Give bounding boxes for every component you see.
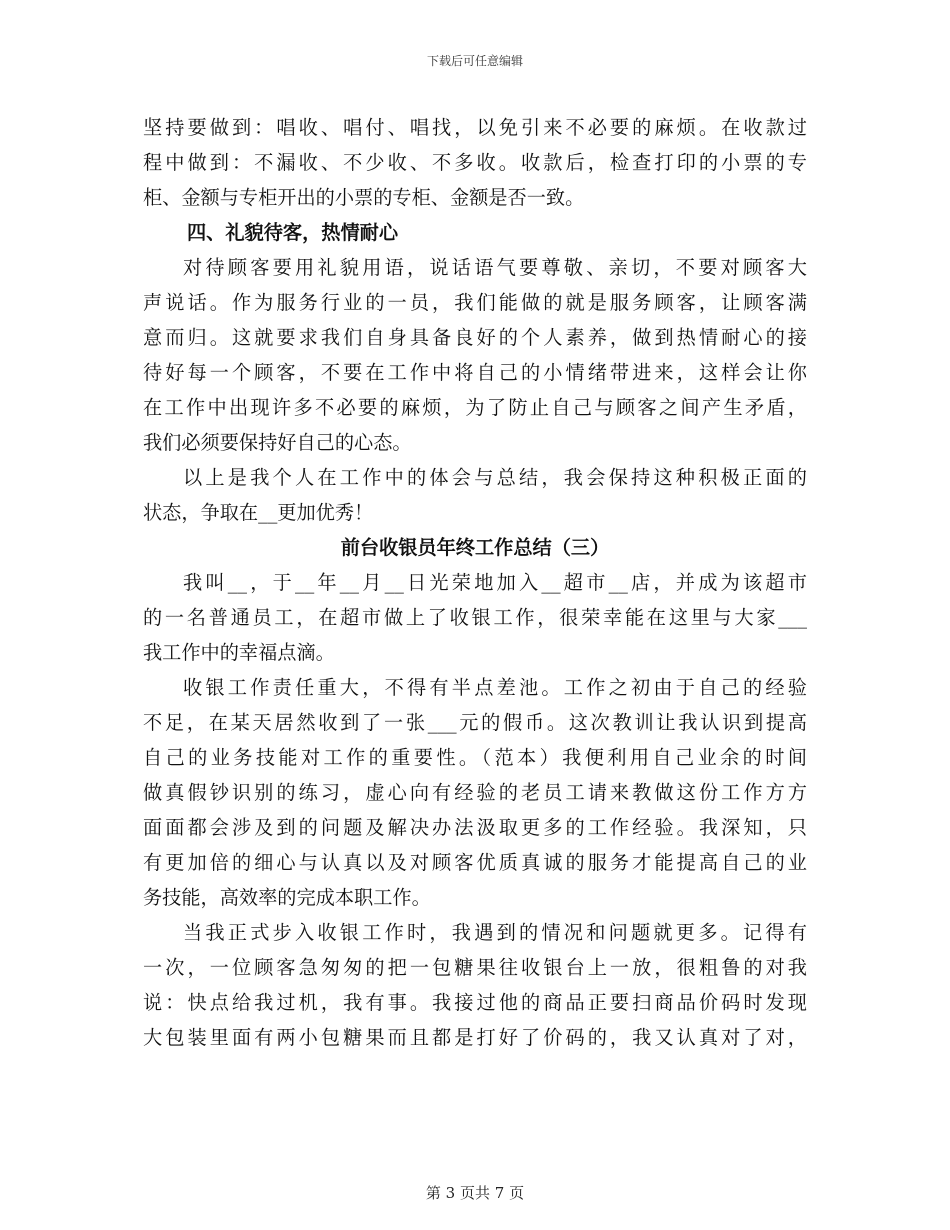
paragraph-first-line: 以上是我个人在工作中的体会与总结，我会保持这种积极正面的 xyxy=(183,466,807,489)
document-body xyxy=(143,110,807,1055)
body-line: 程中做到：不漏收、不少收、不多收。收款后，检查打印的小票的专 xyxy=(143,151,807,174)
section-title: 前台收银员年终工作总结（三） xyxy=(340,536,610,559)
body-line: 意而归。这就要求我们自身具备良好的个人素养，做到热情耐心的接 xyxy=(143,326,807,349)
body-line: 我工作中的幸福点滴。 xyxy=(143,641,335,664)
section-heading: 四、礼貌待客，热情耐心 xyxy=(187,221,399,244)
page-header: 下载后可任意编辑 xyxy=(426,54,523,68)
body-line: 务技能，高效率的完成本职工作。 xyxy=(143,886,431,909)
body-line: 自己的业务技能对工作的重要性。（范本）我便利用自己业余的时间 xyxy=(143,746,807,769)
body-line: 待好每一个顾客，不要在工作中将自己的小情绪带进来，这样会让你 xyxy=(143,361,807,384)
body-line: 在工作中出现许多不必要的麻烦，为了防止自己与顾客之间产生矛盾， xyxy=(143,396,807,419)
paragraph-first-line: 当我正式步入收银工作时，我遇到的情况和问题就更多。记得有 xyxy=(183,921,807,944)
paragraph-first-line: 对待顾客要用礼貌用语，说话语气要尊敬、亲切，不要对顾客大 xyxy=(183,256,807,279)
body-line: 坚持要做到：唱收、唱付、唱找，以免引来不必要的麻烦。在收款过 xyxy=(143,116,807,139)
body-line: 状态，争取在__更加优秀！ xyxy=(143,501,374,524)
paragraph-first-line: 收银工作责任重大，不得有半点差池。工作之初由于自己的经验 xyxy=(183,676,807,699)
body-line: 声说话。作为服务行业的一员，我们能做的就是服务顾客，让顾客满 xyxy=(143,291,807,314)
body-line: 的一名普通员工，在超市做上了收银工作，很荣幸能在这里与大家___ xyxy=(143,606,807,629)
body-line: 做真假钞识别的练习，虚心向有经验的老员工请来教做这份工作方方 xyxy=(143,781,807,804)
page-number: 第 3 页共 7 页 xyxy=(425,1184,525,1202)
body-line: 我们必须要保持好自己的心态。 xyxy=(143,431,412,454)
paragraph-first-line: 我叫__，于__年__月__日光荣地加入__超市__店，并成为该超市 xyxy=(183,571,807,594)
body-line: 有更加倍的细心与认真以及对顾客优质真诚的服务才能提高自己的业 xyxy=(143,851,807,874)
body-line: 柜、金额与专柜开出的小票的专柜、金额是否一致。 xyxy=(143,186,585,209)
body-line: 面面都会涉及到的问题及解决办法汲取更多的工作经验。我深知，只 xyxy=(143,816,807,839)
body-line: 不足，在某天居然收到了一张___元的假币。这次教训让我认识到提高 xyxy=(143,711,807,734)
body-line: 说：快点给我过机，我有事。我接过他的商品正要扫商品价码时发现 xyxy=(143,991,807,1014)
body-line: 一次，一位顾客急匆匆的把一包糖果往收银台上一放，很粗鲁的对我 xyxy=(143,956,807,979)
body-line: 大包装里面有两小包糖果而且都是打好了价码的，我又认真对了对， xyxy=(143,1026,807,1049)
